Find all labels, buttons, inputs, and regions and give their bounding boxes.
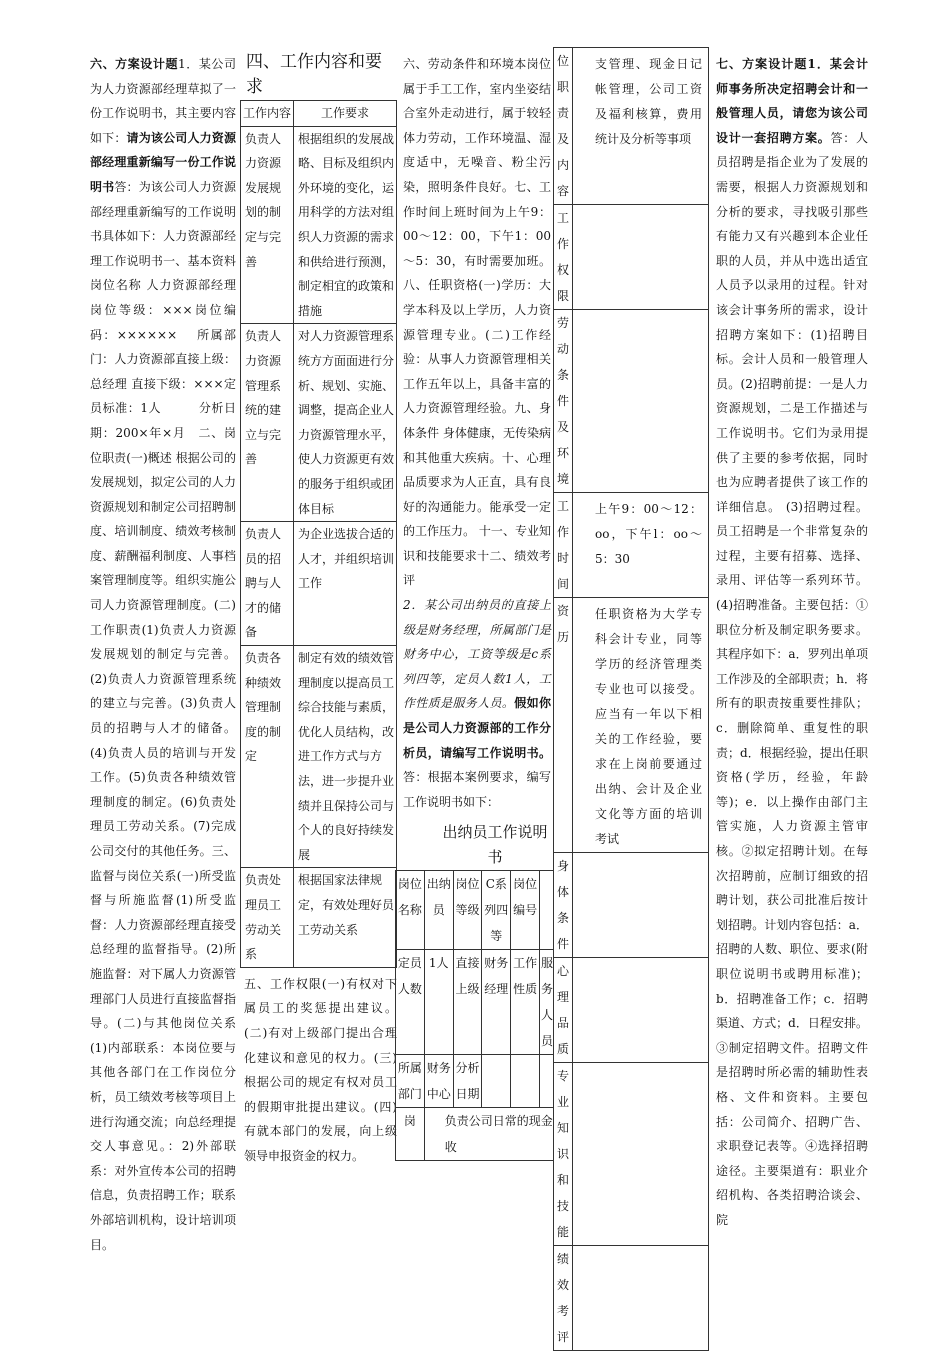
table-cell-content: 负责人员的招聘与人才的储备 (241, 522, 294, 646)
table-cell-content: 负责人力资源管理系统的建立与完善 (241, 324, 294, 522)
work-content-table (240, 100, 397, 968)
table-cell-requirement: 为企业选拔合适的人才，并组织培训工作 (294, 522, 397, 646)
table-cell: 财务中心 (424, 1055, 453, 1108)
table-cell: 岗 (396, 1108, 425, 1161)
table-cell-value: 支管理、现金日记帐管理，公司工资及福利核算，费用统计及分析等事项 (573, 48, 709, 205)
table-cell-value (573, 205, 709, 310)
column-6-text (716, 52, 868, 1233)
table-cell (539, 871, 554, 950)
answer-hr-manager-jd: 答：为该公司人力资源部经理重新编写的工作说明书具体如下：人力资源部经理工作说明书一、基本资料 岗位名称 人力资源部经理 岗位等级：×××岗位编码：×××××× 所属部门：人力资源部直接上级：总经理 直接下级：×××定员标准：1人 分析日期：200×年×月 二、岗位职责(一)概述 根据公司的发展规划，拟定公司的人力资源规划和制定公司招聘制度、培训制度、绩效考核制度、薪酬福利制度、人事档案管理制度等。组织实施公司人力资源管理制度。(二)工作职责(1)负责人力资源发展规划的制定与完善。(2)负责人力资源管理系统的建立与完善。(3)负责人员的招聘与人才的储备。(4)负责人员的培训与开发工作。(5)负责各种绩效管理制度的制定。(6)负责处理员工劳动关系。(7)完成公司交付的其他任务。三、监督与岗位关系(一)所受监督与所施监督(1)所受监督：人力资源部经理直接受总经理的监督指导。(2)所施监督：对下属人力资源管理部门人员进行直接监督指导。(二)与其他岗位关系(1)内部联系：本岗位要与其他各部门在工作岗位分析，员工绩效考核等项目上进行沟通交流；向总经理提交人事意见。：2)外部联系：对外宣传本公司的招聘信息，负责招聘工作；联系外部培训机构，设计培训项目。 (90, 179, 252, 1252)
table-row (396, 871, 555, 950)
table-cell-content: 负责人力资源发展规划的制定与完善 (241, 126, 294, 324)
table-cell-value (573, 1246, 709, 1351)
table-row (241, 868, 397, 967)
table-cell: 岗位编号 (511, 871, 540, 950)
table-cell-label: 工作时间 (554, 493, 573, 598)
answer-recruitment-plan: 答：人员招聘是指企业为了发展的需要，根据人力资源规划和分析的要求，寻找吸引那些有能力又有兴趣到本企业任职的人员，并从中选出适宜人员予以录用的过程。针对该会计事务所的需求，设计招聘方案如下：(1)招聘目标。会计人员和一般管理人员。(2)招聘前提：一是人力资源规划，二是工作描述与工作说明书。它们为录用提供了主要的参考依据，同时也为应聘者提供了该工作的详细信息。 (3)招聘过程。员工招聘是一个非常复杂的过程，主要有招募、选择、录用、评估等一系列环节。(4)招聘准备。主要包括：①职位分析及制定职务要求。其程序如下：a．罗列出单项工作涉及的全部职责；h．将所有的职责按重要性排队；c．删除简单、重复性的职责；d．根据经验，提出任职资格(学历，经验，年龄等)；e．以上操作由部门主管实施，人力资源主管审核。②拟定招聘计划。在每次招聘前，应制订细致的招聘计划，获公司批准后按计划招聘。计划内容包括：a．招聘的人数、职位、要求(附职位说明书或聘用标准)；b．招聘准备工作；c．招聘渠道、方式；d．日程安排。③制定招聘文件。招聘文件是招聘时所必需的辅助性表格、文件和资料。主要包括：公司简介、招聘广告、求职登记表等。④选择招聘途径。主要渠道有：职业介绍机构、各类招聘洽谈会、院 (716, 130, 868, 1227)
table-cell: 1人 (424, 950, 453, 1055)
table-cell-requirement: 制定有效的绩效管理制度以提高员工综合技能与素质，优化人员结构，改进工作方式与方法，进一步提升业绩并且保持公司与个人的良好持续发展 (294, 646, 397, 868)
table-cell: 岗位等级 (453, 871, 482, 950)
cashier-jd-table (395, 870, 554, 1161)
table-row (554, 598, 709, 853)
cashier-jd-table-continued (553, 47, 709, 1351)
table-cell: 服务人员 (539, 950, 554, 1055)
work-authority-text: 五、工作权限(一)有权对下属员工的奖惩提出建议。(二)有对上级部门提出合理化建议和意见的权力。(三)根据公司的规定有权对员工的假期审批提出建议。(四)有就本部门的发展，向上级领导申报资金的权力。 (244, 976, 397, 1163)
column-2 (240, 50, 397, 1169)
table-header-row (241, 101, 397, 127)
table-row (554, 48, 709, 205)
question-2-case: 2．某公司出纳员的直接上级是财务经理，所属部门是财务中心，工资等级是c系列四等，定员人数1人，工作性质是服务人员。 (403, 598, 551, 711)
table-cell: 所属部门 (396, 1055, 425, 1108)
column-6 (716, 52, 868, 1233)
table-row (396, 1108, 555, 1161)
table-row (241, 324, 397, 522)
column-3 (397, 52, 553, 1161)
table-cell (539, 1055, 554, 1108)
table-cell-label: 身体条件 (554, 853, 573, 958)
table-cell-content: 负责各种绩效管理制度的制定 (241, 646, 294, 868)
question-2-text (403, 593, 551, 814)
table-cell: 负责公司日常的现金收 (424, 1108, 554, 1161)
table-cell-label: 专业知识和技能 (554, 1063, 573, 1246)
table-row (241, 646, 397, 868)
table-cell: 直接上级 (453, 950, 482, 1055)
question-1-intro: 1．某公司为人力资源部经理草拟了一份工作说明书，其主要内容如下： (90, 57, 236, 145)
table-row (396, 1055, 555, 1108)
table-cell-content: 负责处理员工劳动关系 (241, 868, 294, 967)
table-cell-value: 任职资格为大学专科会计专业，同等学历的经济管理类专业也可以接受。应当有一年以下相关的工作经验，要求在上岗前要通过出纳、会计及企业文化等方面的培训考试 (573, 598, 709, 853)
table-cell (511, 1055, 540, 1108)
table-cell-requirement: 对人力资源管理系统方方面面进行分析、规划、实施、调整，提高企业人力资源管理水平，使人力资源更有效的服务于组织或团体目标 (294, 324, 397, 522)
table-cell-requirement: 根据国家法律规定，有效处理好员工劳动关系 (294, 868, 397, 967)
table-header-requirement: 工作要求 (294, 101, 397, 127)
cashier-jd-title: 出纳员工作说明书 (442, 823, 548, 867)
table-cell-value (573, 1063, 709, 1246)
question-1-task: 请为该公司人力资源部经理重新编写一份工作说明书 (90, 130, 236, 194)
table-cell: C系列四等 (482, 871, 511, 950)
table-row (241, 126, 397, 324)
question-2-answer-lead: 答：根据本案例要求，编写工作说明书如下： (403, 770, 551, 809)
table-cell-label: 位职责及内容 (554, 48, 573, 205)
table-cell: 岗位名称 (396, 871, 425, 950)
table-cell-label: 绩效考评 (554, 1246, 573, 1351)
section-heading-7: 七、方案设计题1．某会计师事务所决定招聘会计和一般管理人员，请您为该公司设计一套招聘方案。 (716, 57, 868, 145)
table-header-content: 工作内容 (241, 101, 294, 127)
question-2-task: 假如你是公司人力资源部的工作分析员，请编写工作说明书。 (403, 696, 551, 760)
table-cell-label: 心理品质 (554, 958, 573, 1063)
table-cell-label: 工作权限 (554, 205, 573, 310)
section-heading-6: 六、方案设计题 (90, 57, 179, 71)
table-row (554, 1246, 709, 1351)
table-row (554, 310, 709, 493)
table-cell-value (573, 853, 709, 958)
table-row (396, 950, 555, 1055)
table-cell: 定员人数 (396, 950, 425, 1055)
table-row (554, 1063, 709, 1246)
table-cell-value (573, 310, 709, 493)
table-cell-label: 劳动条件及环境 (554, 310, 573, 493)
table-cell-label: 资历 (554, 598, 573, 853)
table-cell-value (573, 958, 709, 1063)
table-cell-value: 上午9：00～12：oo，下午l：oo～5：30 (573, 493, 709, 598)
table-cell: 分析日期 (453, 1055, 482, 1108)
table-cell-requirement: 根据组织的发展战略、目标及组织内外环境的变化，运用科学的方法对组织人力资源的需求和供给进行预测，制定相宜的政策和措施 (294, 126, 397, 324)
table-row (241, 522, 397, 646)
table-cell: 工作性质 (511, 950, 540, 1055)
section-heading-4: 四、工作内容和要求 (246, 52, 382, 97)
table-cell: 财务经理 (482, 950, 511, 1055)
table-row (554, 853, 709, 958)
table-row (554, 958, 709, 1063)
table-cell (482, 1055, 511, 1108)
table-row (554, 205, 709, 310)
conditions-text: 六、劳动条件和环境本岗位属于手工工作，室内坐姿结合室外走动进行，属于较轻体力劳动，工作环境温、湿度适中，无噪音、粉尘污染，照明条件良好。七、工作时间上班时间为上午9：00～12：00，下午1：00～5：30，有时需要加班。八、任职资格(一)学历：大学本科及以上学历，人力资源管理专业。(二)工作经验：从事人力资源管理相关工作五年以上，具备丰富的人力资源管理经验。九、身体条件 身体健康，无传染病和其他重大疾病。十、心理品质要求为人正直，具有良好的沟通能力。能承受一定的工作压力。 十一、专业知识和技能要求十二、绩效考评 (403, 57, 551, 588)
column-1 (90, 52, 252, 1257)
table-cell: 出纳员 (424, 871, 453, 950)
table-row (554, 493, 709, 598)
column-1-text (90, 52, 252, 1257)
